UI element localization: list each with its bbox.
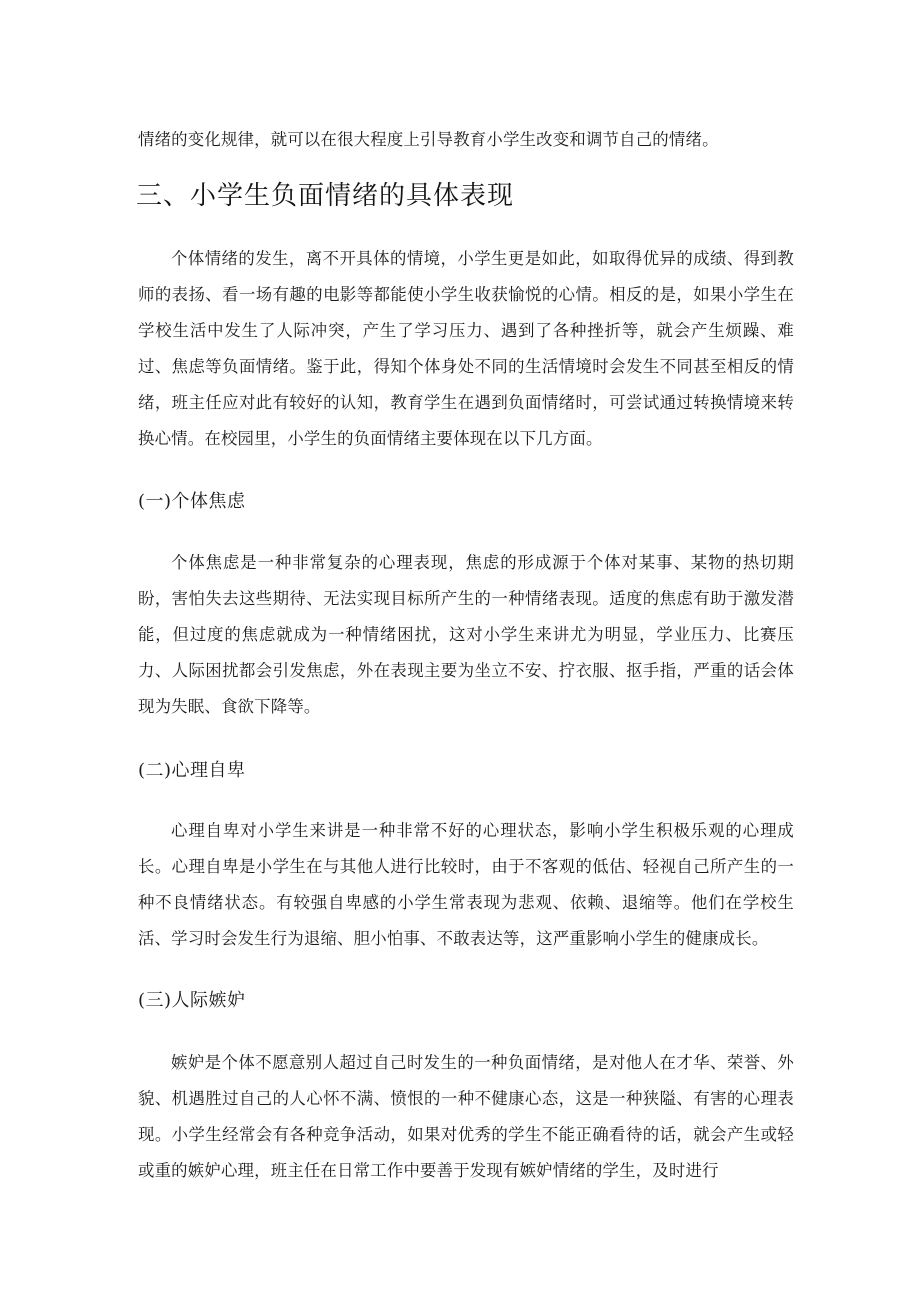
lead-paragraph: 情绪的变化规律，就可以在很大程度上引导教育小学生改变和调节自己的情绪。 (138, 130, 719, 149)
subsection-paragraph-inferiority: 心理自卑对小学生来讲是一种非常不好的心理状态，影响小学生积极乐观的心理成长。心理自卑是小学生在与其他人进行比较时，由于不客观的低估、轻视自己所产生的一种不良情绪状态。有较强自卑感的小学生常表现为悲观、依赖、退缩等。他们在学校生活、学习时会发生行为退缩、胆小怕事、不敢表达等，这严重影响小学生的健康成长。 (138, 821, 794, 948)
subsection-paragraph-jealousy: 嫉妒是个体不愿意别人超过自己时发生的一种负面情绪，是对他人在才华、荣誉、外貌、机遇胜过自己的人心怀不满、愤恨的一种不健康心态，这是一种狭隘、有害的心理表现。小学生经常会有各种竞争活动，如果对优秀的学生不能正确看待的话，就会产生或轻或重的嫉妒心理，班主任在日常工作中要善于发现有嫉妒情绪的学生，及时进行 (138, 1053, 794, 1180)
subsection-heading-jealousy: (三)人际嫉妒 (138, 990, 246, 1011)
subsection-heading-anxiety: (一)个体焦虑 (138, 491, 246, 512)
subsection-heading-inferiority: (二)心理自卑 (138, 760, 246, 781)
intro-paragraph: 个体情绪的发生，离不开具体的情境，小学生更是如此，如取得优异的成绩、得到教师的表扬、看一场有趣的电影等都能使小学生收获愉悦的心情。相反的是，如果小学生在学校生活中发生了人际冲突，产生了学习压力、遇到了各种挫折等，就会产生烦躁、难过、焦虑等负面情绪。鉴于此，得知个体身处不同的生活情境时会发生不同甚至相反的情绪，班主任应对此有较好的认知，教育学生在遇到负面情绪时，可尝试通过转换情境来转换心情。在校园里，小学生的负面情绪主要体现在以下几方面。 (138, 249, 794, 448)
subsection-paragraph-anxiety: 个体焦虑是一种非常复杂的心理表现，焦虑的形成源于个体对某事、某物的热切期盼，害怕失去这些期待、无法实现目标所产生的一种情绪表现。适度的焦虑有助于激发潜能，但过度的焦虑就成为一种情绪困扰，这对小学生来讲尤为明显，学业压力、比赛压力、人际困扰都会引发焦虑，外在表现主要为坐立不安、拧衣服、抠手指，严重的话会体现为失眠、食欲下降等。 (138, 553, 794, 716)
section-heading: 三、小学生负面情绪的具体表现 (136, 181, 515, 211)
